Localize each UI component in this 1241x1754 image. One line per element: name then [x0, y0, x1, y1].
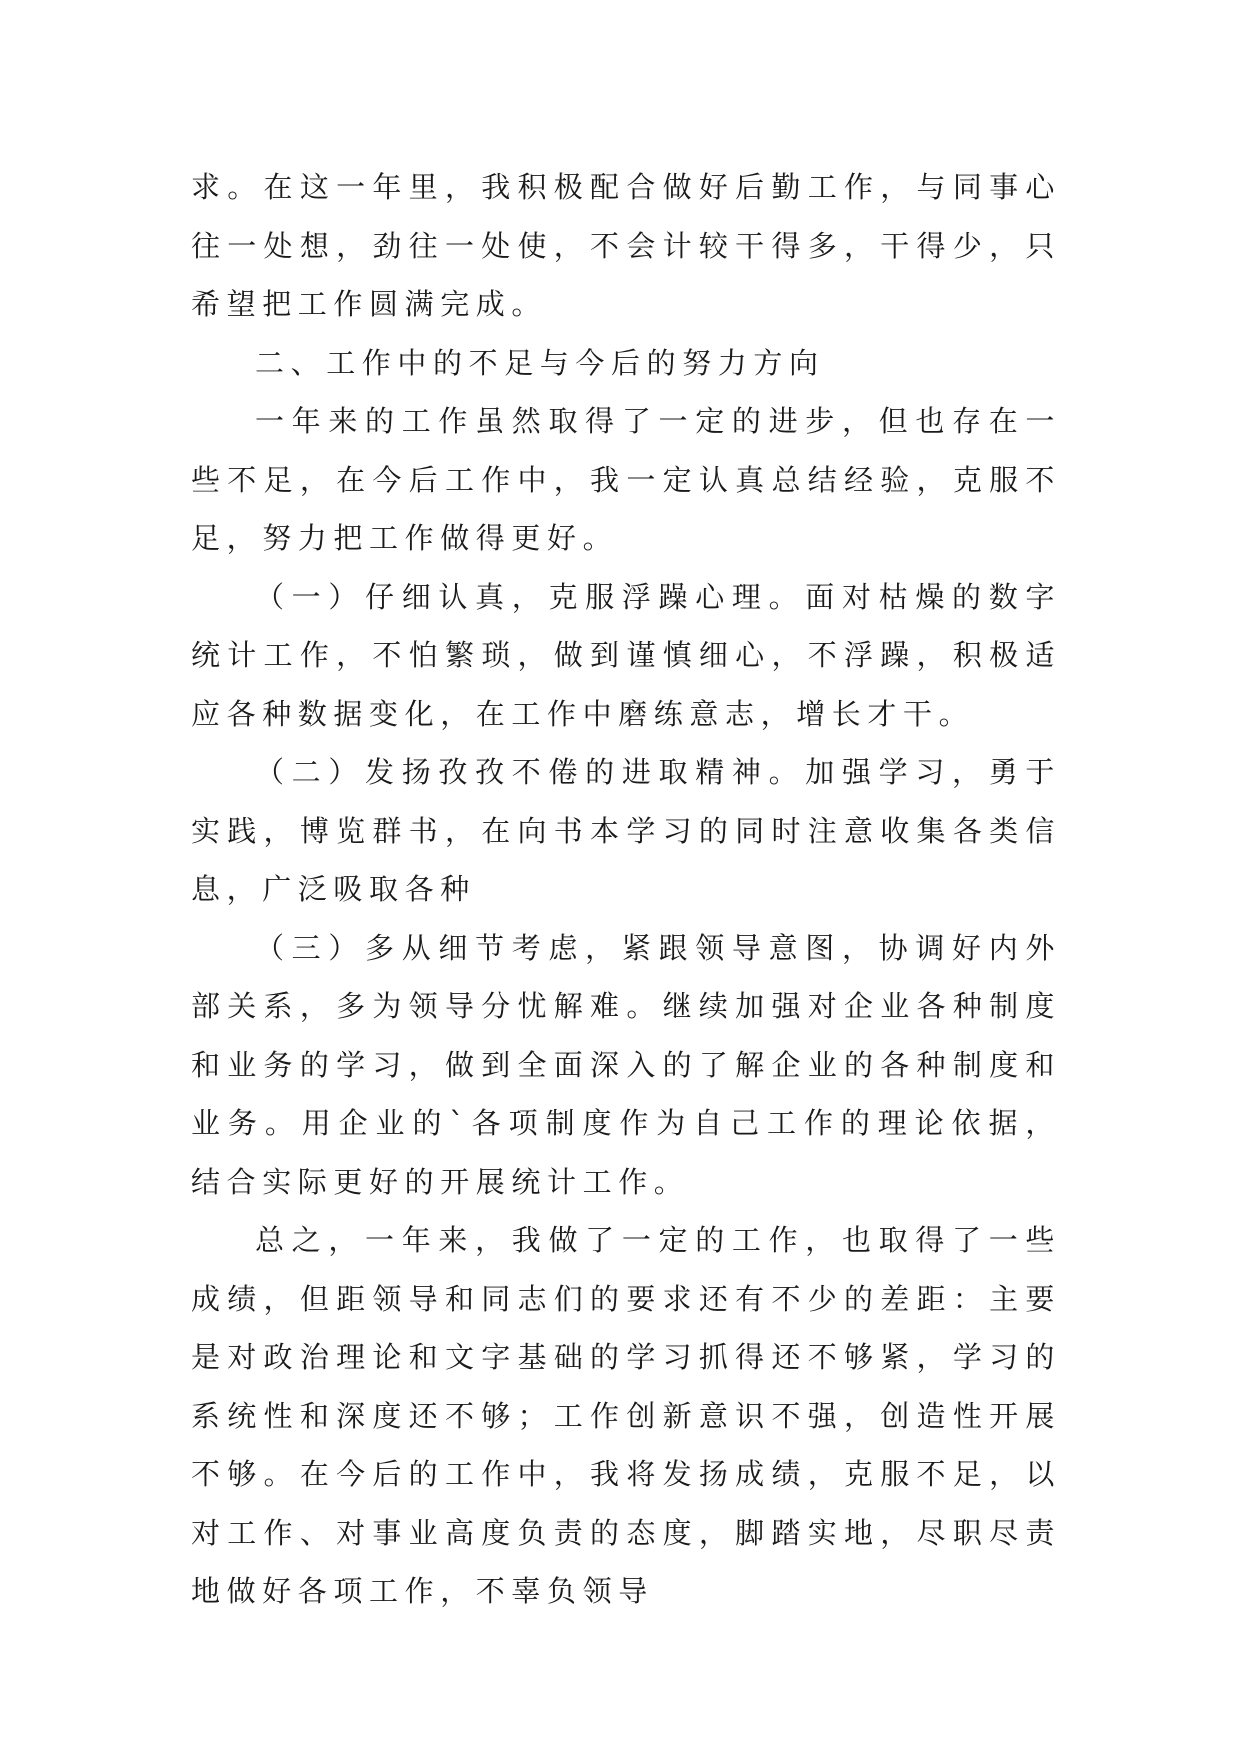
section-heading: 二、工作中的不足与今后的努力方向 [255, 345, 825, 380]
paragraph-summary: 总之，一年来，我做了一定的工作，也取得了一些成绩，但距领导和同志们的要求还有不少的差距：主要是对政治理论和文字基础的学习抓得还不够紧，学习的系统性和深度还不够；工作创新意识不强，创造性开展不够。在今后的工作中，我将发扬成绩，克服不足，以对工作、对事业高度负责的态度，脚踏实地，尽职尽责地做好各项工作，不辜负领导 [191, 1223, 1061, 1608]
list-item-one: （一）仔细认真，克服浮躁心理。面对枯燥的数字统计工作，不怕繁琐，做到谨慎细心，不浮躁，积极适应各种数据变化，在工作中磨练意志，增长才干。 [191, 579, 1061, 731]
paragraph-intro: 一年来的工作虽然取得了一定的进步，但也存在一些不足，在今后工作中，我一定认真总结经验，克服不足，努力把工作做得更好。 [191, 404, 1061, 555]
paragraph-continuation: 求。在这一年里，我积极配合做好后勤工作，与同事心往一处想，劲往一处使，不会计较干得多，干得少，只希望把工作圆满完成。 [191, 170, 1061, 321]
list-item-two: （二）发扬孜孜不倦的进取精神。加强学习，勇于实践，博览群书，在向书本学习的同时注意收集各类信息，广泛吸取各种 [191, 755, 1061, 906]
list-item-three: （三）多从细节考虑，紧跟领导意图，协调好内外部关系，多为领导分忧解难。继续加强对企业各种制度和业务的学习，做到全面深入的了解企业的各种制度和业务。用企业的`各项制度作为自己工作的理论依据，结合实际更好的开展统计工作。 [191, 930, 1061, 1199]
document-body [191, 158, 1061, 1621]
